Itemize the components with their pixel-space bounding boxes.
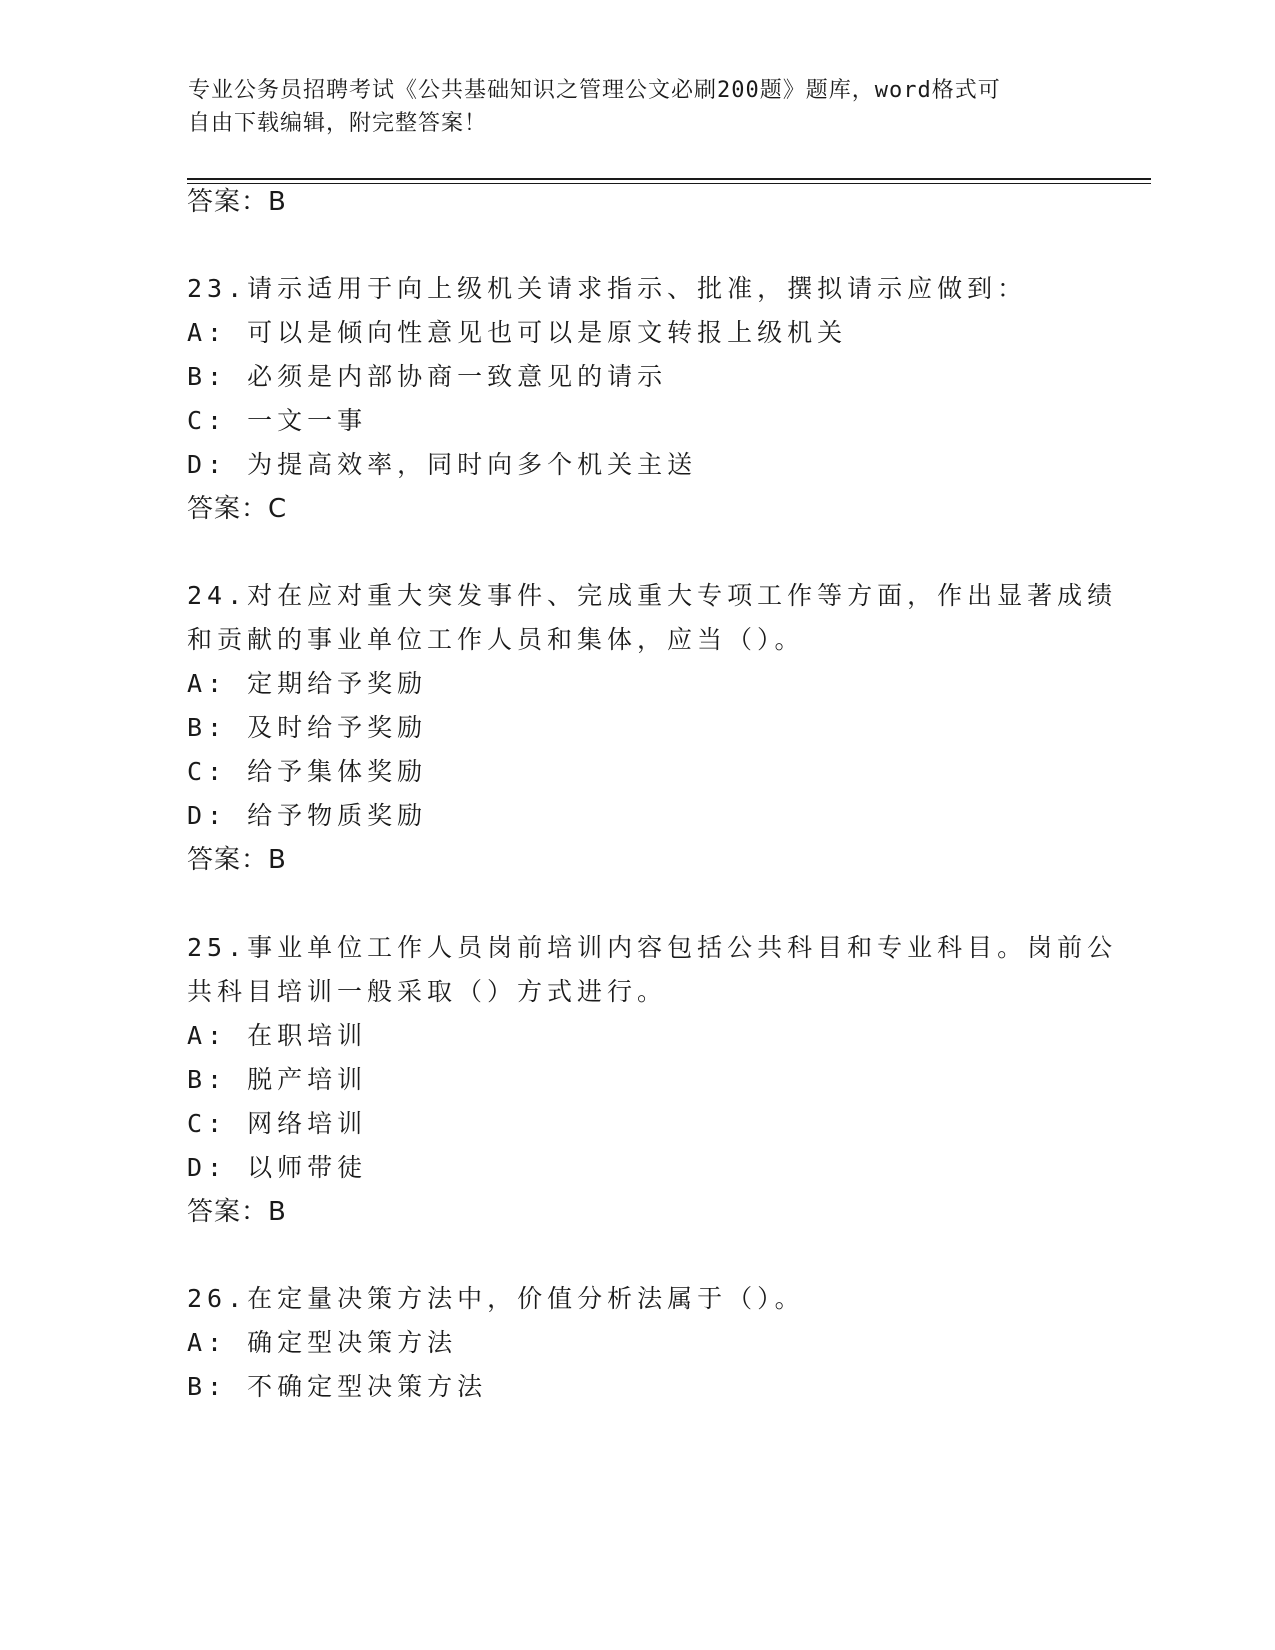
question-26-option-a: A: 确定型决策方法 [187, 1328, 458, 1357]
question-26-option-b: B: 不确定型决策方法 [187, 1372, 488, 1401]
question-23-option-a: A: 可以是倾向性意见也可以是原文转报上级机关 [187, 318, 848, 347]
header-divider-thin [187, 183, 1151, 184]
question-24-option-c: C: 给予集体奖励 [187, 757, 428, 786]
header-line-2: 自由下载编辑，附完整答案！ [188, 111, 488, 136]
header-line-1: 专业公务员招聘考试《公共基础知识之管理公文必刷200题》题库，word格式可 [188, 78, 1001, 103]
question-25-option-b: B: 脱产培训 [187, 1065, 368, 1094]
question-24-option-a: A: 定期给予奖励 [187, 669, 428, 698]
question-23-option-b: B: 必须是内部协商一致意见的请示 [187, 362, 668, 391]
question-25-option-a: A: 在职培训 [187, 1021, 368, 1050]
question-25-option-d: D: 以师带徒 [187, 1153, 368, 1182]
document-header [188, 74, 1058, 140]
answer-q23: 答案：C [187, 494, 288, 524]
question-25-option-c: C: 网络培训 [187, 1109, 368, 1138]
question-23-option-c: C: 一文一事 [187, 406, 368, 435]
answer-q22: 答案：B [187, 187, 287, 217]
answer-q25: 答案：B [187, 1197, 287, 1227]
question-24-option-d: D: 给予物质奖励 [187, 801, 428, 830]
question-24-option-b: B: 及时给予奖励 [187, 713, 428, 742]
question-25-stem-2: 共科目培训一般采取（）方式进行。 [187, 977, 668, 1006]
question-24-stem-2: 和贡献的事业单位工作人员和集体，应当（）。 [187, 625, 805, 654]
question-23-option-d: D: 为提高效率，同时向多个机关主送 [187, 450, 698, 479]
header-divider-thick [187, 178, 1151, 180]
question-23-stem-1: 23.请示适用于向上级机关请求指示、批准，撰拟请示应做到： [187, 274, 1028, 303]
question-26-stem-1: 26.在定量决策方法中，价值分析法属于（）。 [187, 1284, 805, 1313]
question-24-stem-1: 24.对在应对重大突发事件、完成重大专项工作等方面，作出显著成绩 [187, 581, 1118, 610]
question-25-stem-1: 25.事业单位工作人员岗前培训内容包括公共科目和专业科目。岗前公 [187, 933, 1118, 962]
answer-q24: 答案：B [187, 845, 287, 875]
